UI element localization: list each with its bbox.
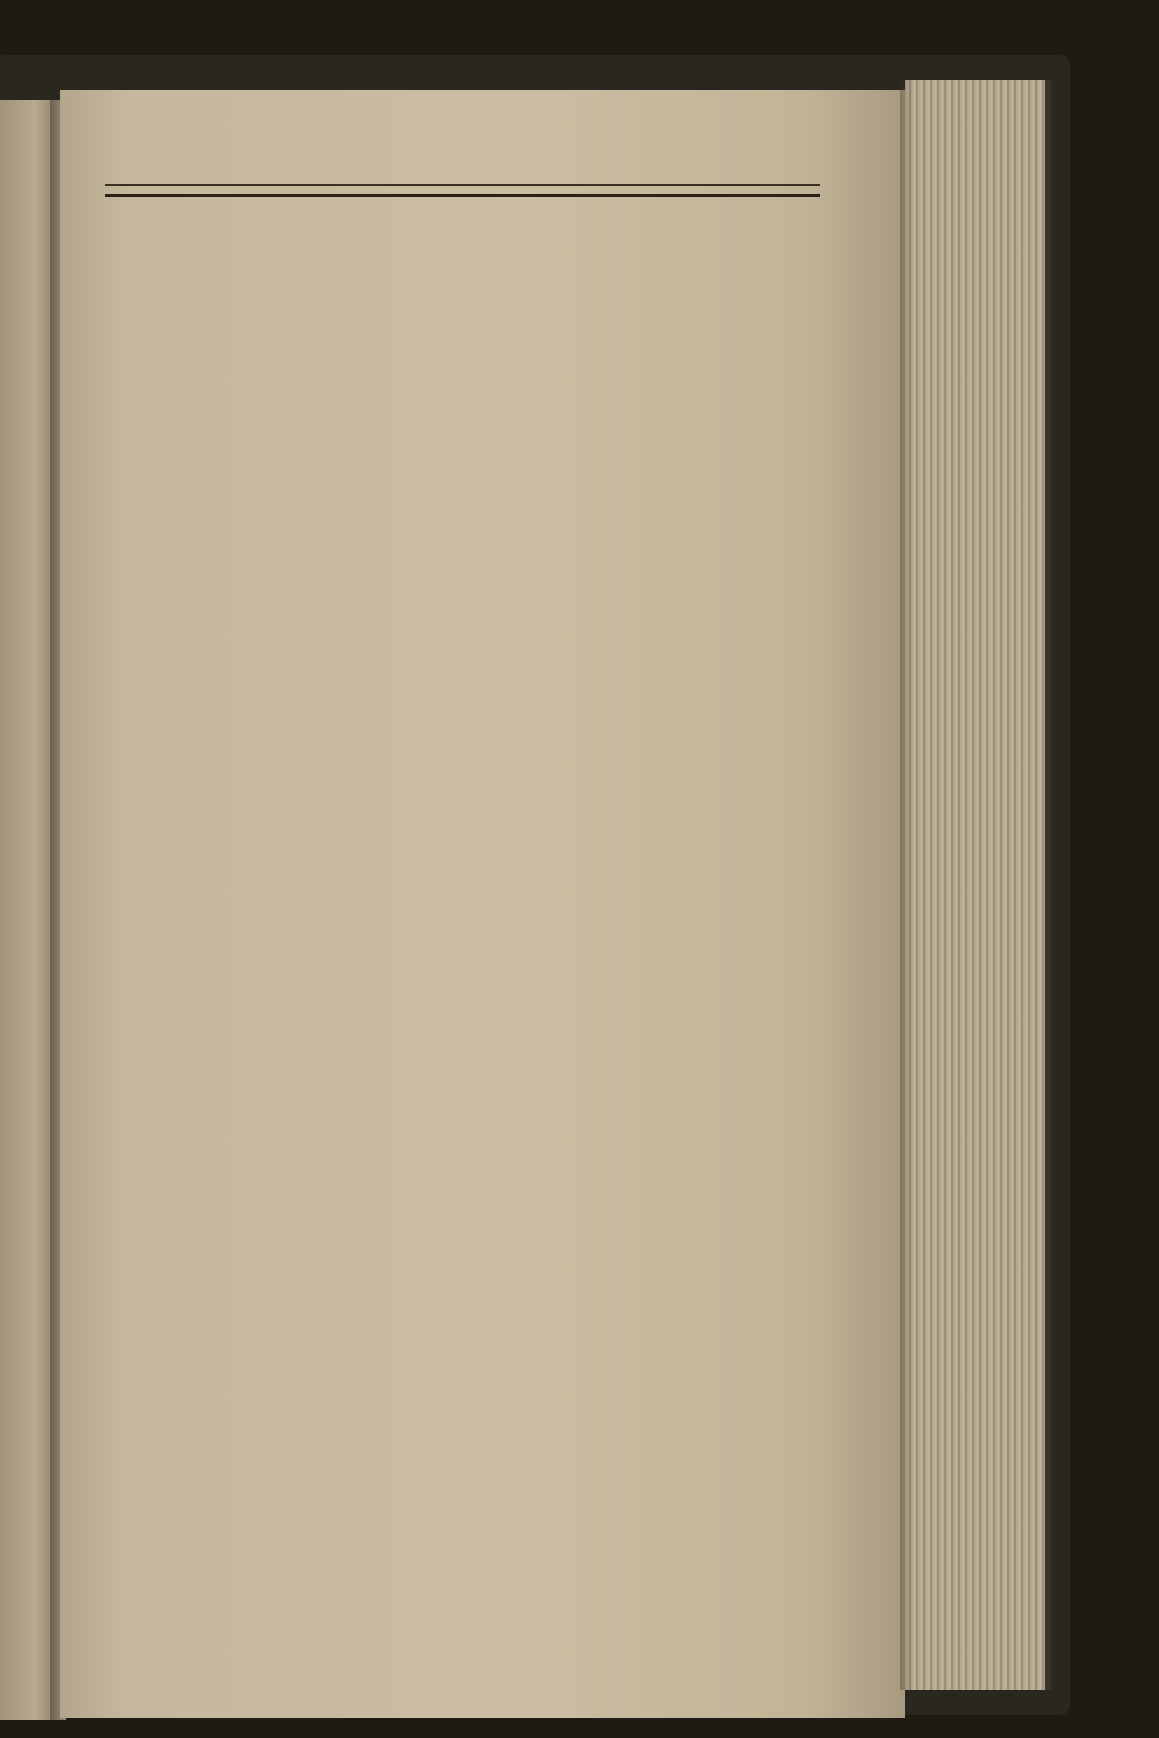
section-divider (105, 194, 820, 197)
page-edge-shadow (900, 80, 914, 1690)
book-page (60, 90, 905, 1718)
page-header (105, 140, 820, 186)
page-text (105, 140, 820, 207)
page-edges (905, 80, 1051, 1690)
